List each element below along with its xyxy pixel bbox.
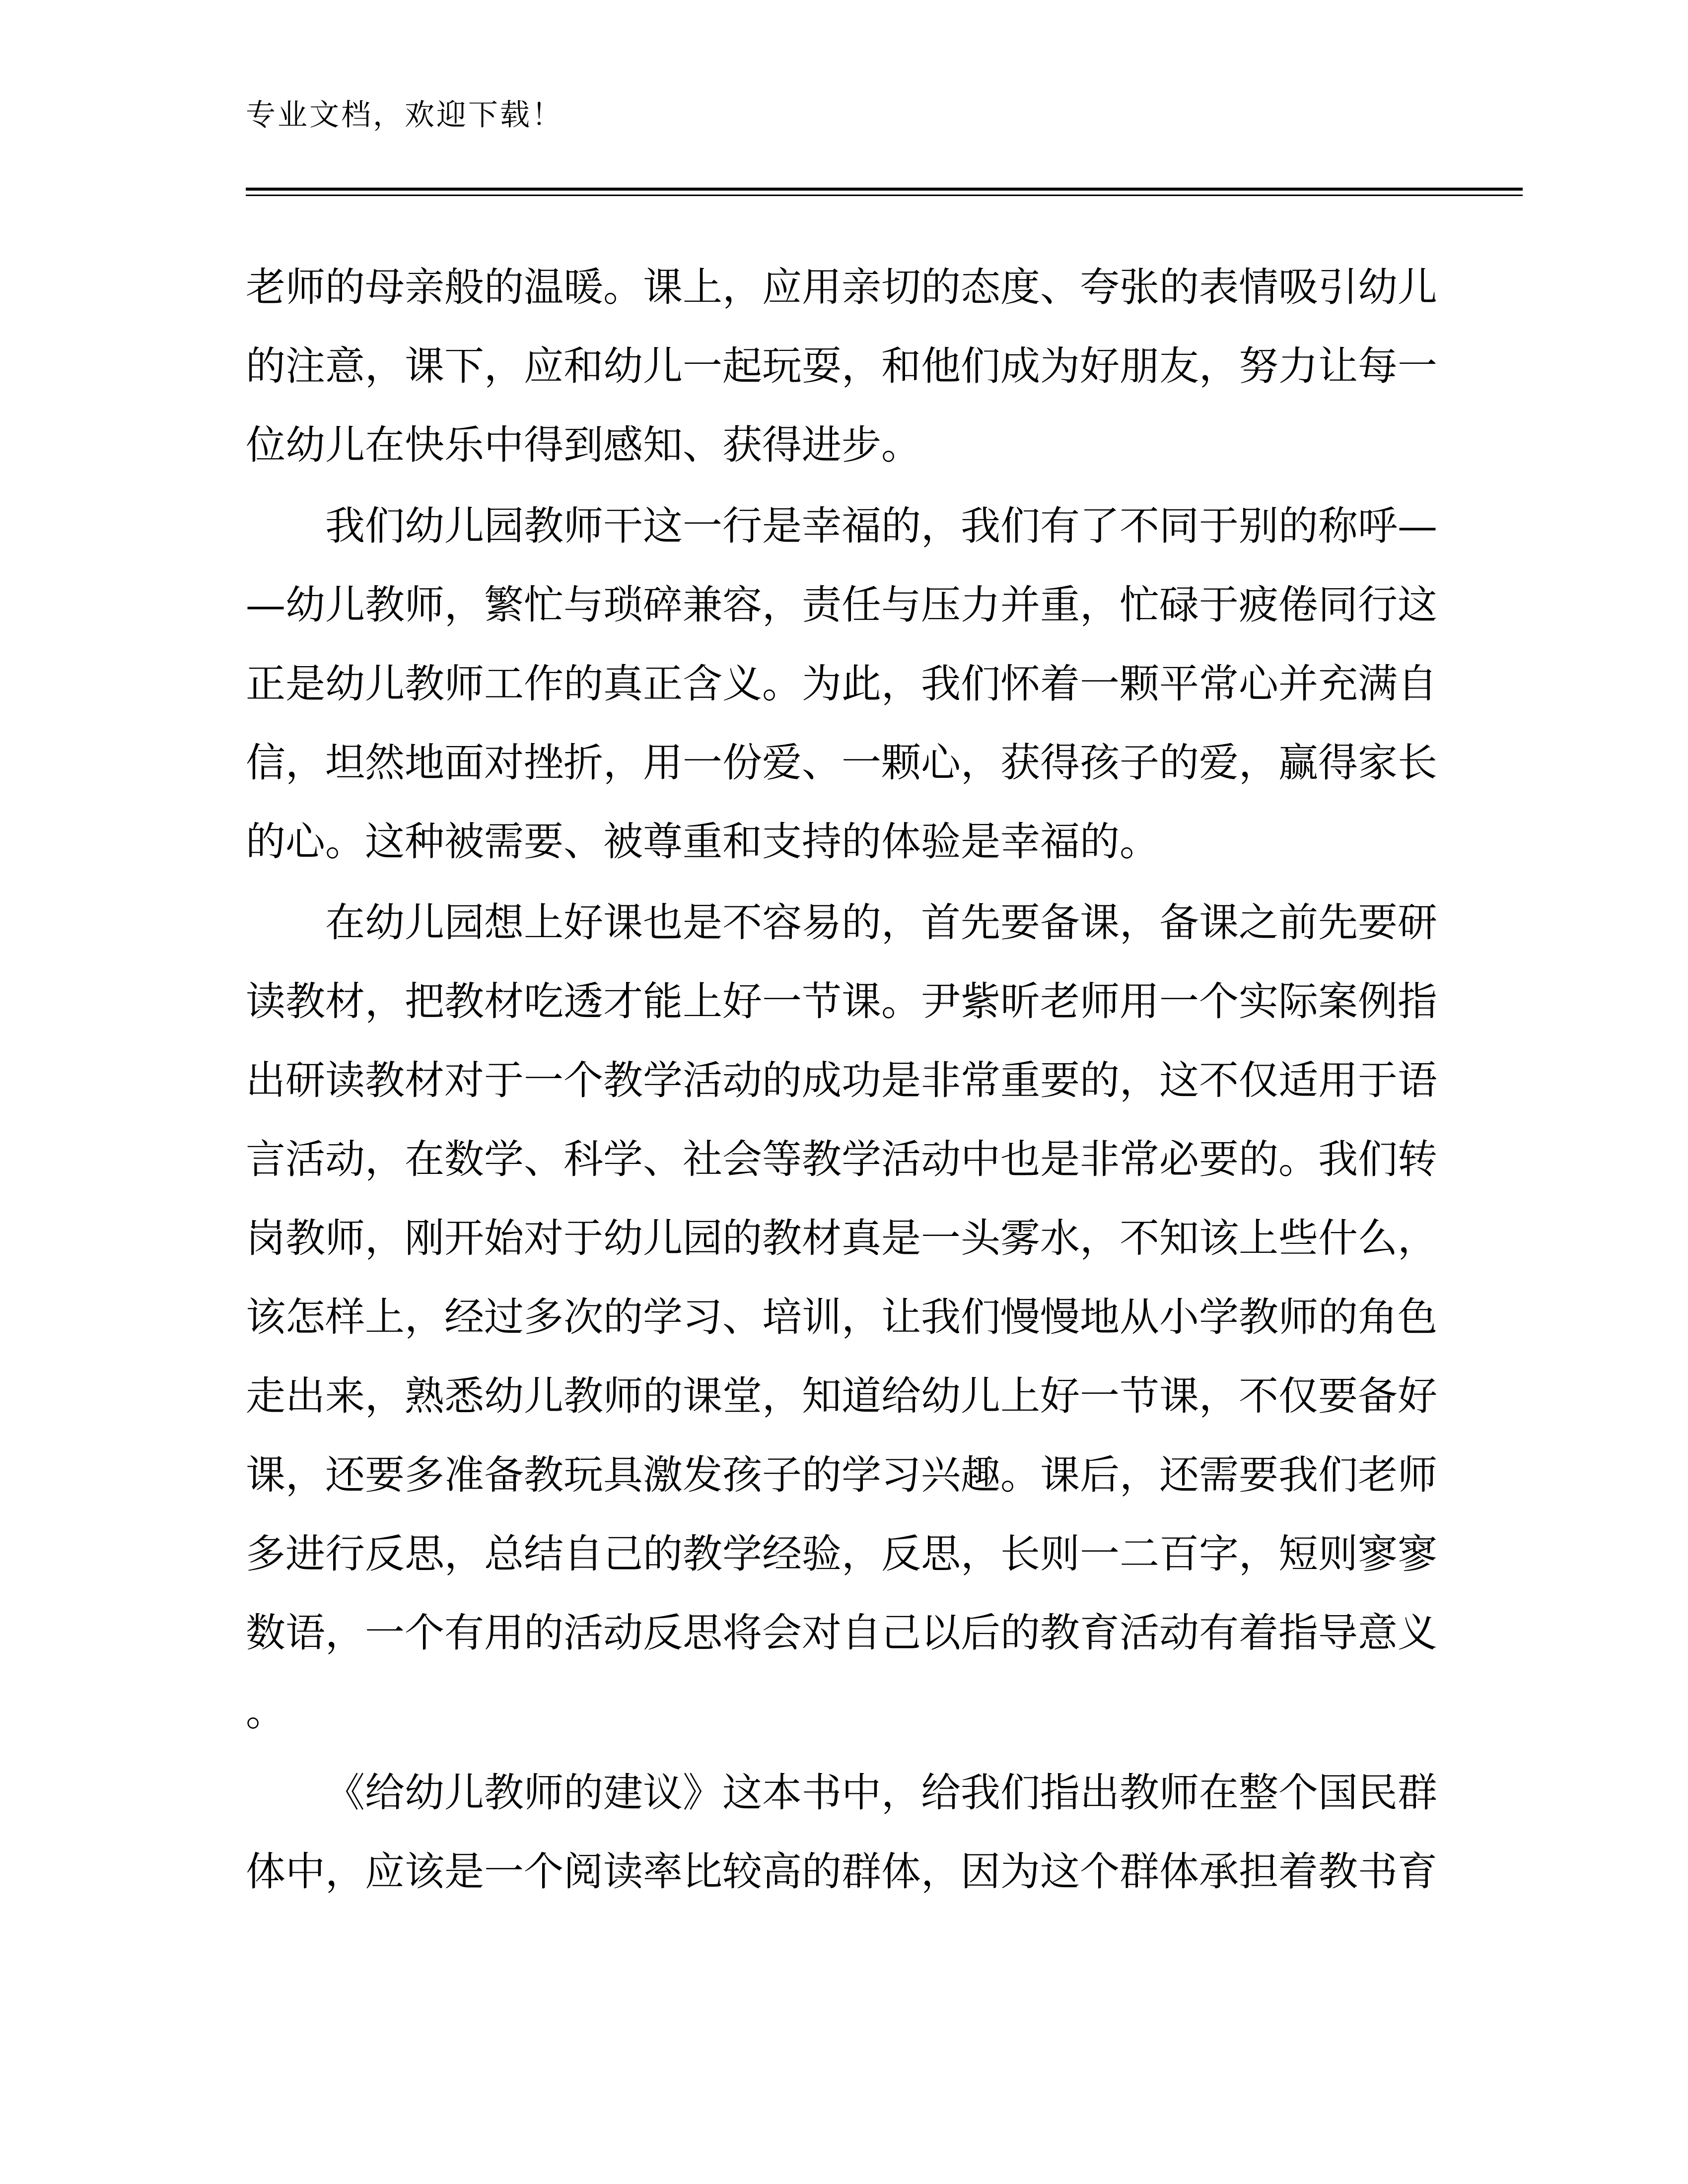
- text-line: 该怎样上，经过多次的学习、培训，让我们慢慢地从小学教师的角色: [246, 1294, 1437, 1340]
- text-line: —幼儿教师，繁忙与琐碎兼容，责任与压力并重，忙碌于疲倦同行这: [246, 582, 1437, 628]
- text-line: 老师的母亲般的温暖。课上，应用亲切的态度、夸张的表情吸引幼儿: [246, 264, 1437, 310]
- text-line: 《给幼儿教师的建议》这本书中，给我们指出教师在整个国民群: [325, 1770, 1437, 1816]
- text-line: 的心。这种被需要、被尊重和支持的体验是幸福的。: [246, 819, 1159, 865]
- text-line: 体中，应该是一个阅读率比较高的群体，因为这个群体承担着教书育: [246, 1848, 1437, 1895]
- text-line: 岗教师，刚开始对于幼儿园的教材真是一头雾水，不知该上些什么，: [246, 1215, 1437, 1261]
- header-rule-thick: [246, 188, 1523, 191]
- text-line: 位幼儿在快乐中得到感知、获得进步。: [246, 422, 921, 468]
- text-line: 出研读教材对于一个教学活动的成功是非常重要的，这不仅适用于语: [246, 1057, 1437, 1103]
- text-line: 读教材，把教材吃透才能上好一节课。尹紫昕老师用一个实际案例指: [246, 978, 1437, 1024]
- text-line: 正是幼儿教师工作的真正含义。为此，我们怀着一颗平常心并充满自: [246, 661, 1437, 707]
- text-line: 在幼儿园想上好课也是不容易的，首先要备课，备课之前先要研: [325, 899, 1437, 946]
- text-line: 的注意，课下，应和幼儿一起玩耍，和他们成为好朋友，努力让每一: [246, 343, 1437, 389]
- text-line: 言活动，在数学、科学、社会等教学活动中也是非常必要的。我们转: [246, 1136, 1437, 1182]
- text-line: 我们幼儿园教师干这一行是幸福的，我们有了不同于别的称呼—: [325, 503, 1437, 549]
- text-line: 数语，一个有用的活动反思将会对自己以后的教育活动有着指导意义: [246, 1610, 1437, 1656]
- text-line: 课，还要多准备教玩具激发孩子的学习兴趣。课后，还需要我们老师: [246, 1452, 1437, 1498]
- text-line: 多进行反思，总结自己的教学经验，反思，长则一二百字，短则寥寥: [246, 1531, 1437, 1577]
- text-line: 信，坦然地面对挫折，用一份爱、一颗心，获得孩子的爱，赢得家长: [246, 740, 1437, 786]
- header-rule-thin: [246, 195, 1523, 196]
- text-line: 走出来，熟悉幼儿教师的课堂，知道给幼儿上好一节课，不仅要备好: [246, 1373, 1437, 1419]
- header-text: 专业文档，欢迎下载！: [246, 98, 563, 133]
- text-line: 。: [246, 1689, 285, 1735]
